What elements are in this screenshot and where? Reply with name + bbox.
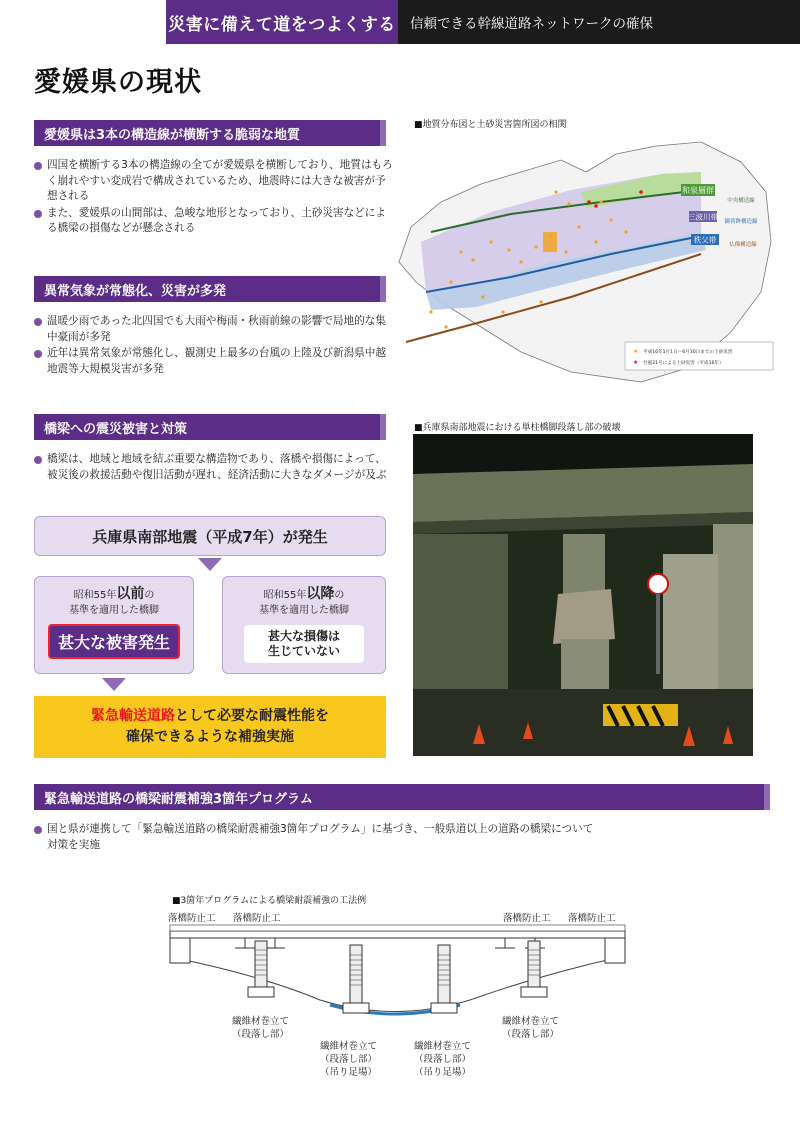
no-damage-line1: 甚大な損傷は (267, 629, 340, 643)
pre-era-key: 以前 (116, 586, 145, 602)
post-era-particle: の (334, 590, 345, 601)
pier-crushed-section (553, 589, 615, 644)
pre-era-standard: 基準を適用した橋脚 (69, 605, 159, 616)
top-label-3: 落橋防止工 (503, 913, 551, 924)
pre-era-particle: の (144, 590, 155, 601)
legend-item-2: 台風21号による土砂災害（平成16年） (643, 361, 724, 366)
bridge-deck (170, 931, 625, 938)
photo-caption: ■ 兵庫県南部地震における単柱橋脚段落し部の破壊 (414, 420, 621, 433)
earthquake-photo (413, 434, 753, 756)
diagram-caption: ■ 3箇年プログラムによる橋梁耐震補強の工法例 (172, 893, 366, 906)
severe-damage-badge: 甚大な被害発生 (48, 624, 180, 659)
road-sign (648, 574, 668, 594)
post-era-year: 昭和55年 (263, 590, 307, 601)
legend-item-1: 平成16年1月1日～6月30日までの土砂災害 (643, 350, 733, 355)
page-title: 愛媛県の現状 (34, 67, 202, 98)
pier-label-4: 繊維材巻立て （段落し部） (502, 1016, 560, 1040)
top-label-4: 落橋防止工 (568, 913, 616, 924)
bullet-item: 温暖少雨であった北四国でも大雨や梅雨・秋雨前線の影響で局地的な集中豪雨が多発 (34, 314, 394, 345)
bridge-diagram (160, 905, 630, 1090)
section-title-weather: 異常気象が常態化、災害が多発 (34, 276, 380, 302)
legend-star-red: ★ (633, 359, 639, 366)
map-label-median-line: 中央構造線 (727, 198, 755, 204)
bridge-bullets (34, 452, 394, 484)
map-label-izumi: 和泉層群 (682, 186, 714, 195)
pre-era-year: 昭和55年 (73, 590, 117, 601)
post-1980-box (222, 576, 386, 674)
pier-label-1: 繊維材巻立て （段落し部） (232, 1016, 290, 1040)
no-damage-badge (244, 625, 364, 663)
measure-line2: 確保できるような補強実施 (126, 729, 294, 745)
map-label-chichibu: 秩父帯 (693, 235, 717, 245)
flow-arrow-1 (198, 558, 222, 571)
pier-label-3: 繊維材巻立て （段落し部） （吊り足場） (414, 1041, 472, 1078)
top-label-1: 落橋防止工 (168, 913, 216, 924)
pier-top (563, 534, 605, 594)
measure-line1: として必要な耐震性能を (175, 708, 329, 724)
bullet-item: 近年は異常気象が常態化し、観測史上最多の台風の上陸及び新潟県中越地震等大規模災害が多発 (34, 346, 394, 377)
map-label-butsuzo-line: 仏像構造線 (729, 242, 757, 248)
section-title-geology: 愛媛県は3本の構造線が横断する脆弱な地質 (34, 120, 380, 146)
flow-arrow-2 (102, 678, 126, 691)
quake-event-box: 兵庫県南部地震（平成7年）が発生 (34, 516, 386, 556)
pier-label-2: 繊維材巻立て （段落し部） （吊り足場） (320, 1041, 378, 1078)
geology-bullets (34, 158, 394, 238)
emergency-road-term: 緊急輸送道路 (91, 708, 175, 724)
section-title-program: 緊急輸送道路の橋梁耐震補強3箇年プログラム (34, 784, 764, 810)
measure-box (34, 696, 386, 758)
no-damage-line2: 生じていない (267, 644, 340, 658)
piers (248, 941, 547, 1013)
map-label-mikabu-line: 御荷鉾構造線 (724, 219, 758, 225)
map-caption: ■ 地質分布図と土砂災害箇所図の相関 (414, 117, 567, 130)
pre-1980-box (34, 576, 194, 674)
bullet-item: 橋梁は、地域と地域を結ぶ重要な構造物であり、落橋や損傷によって、被災後の救援活動や復旧活動が遅れ、経済活動に大きなダメージが及ぶ (34, 452, 394, 483)
top-label-2: 落橋防止工 (233, 913, 281, 924)
section-title-bridge-damage: 橋梁への震災被害と対策 (34, 414, 380, 440)
disaster-cluster (543, 232, 557, 252)
post-era-standard: 基準を適用した橋脚 (259, 605, 349, 616)
viaduct-deck (413, 464, 753, 522)
map-label-sanbagawa: 三波川帯 (688, 212, 718, 222)
page-header (166, 0, 800, 44)
bullet-item: 国と県が連携して「緊急輸送道路の橋梁耐震補強3箇年プログラム」に基づき、一般県道以上の道路の橋梁について対策を実施 (34, 822, 594, 853)
header-theme: 災害に備えて道をつよくする (166, 0, 398, 44)
program-bullets (34, 822, 594, 854)
geology-map (371, 132, 776, 390)
bullet-item: 四国を横断する3本の構造線の全てが愛媛県を横断しており、地質はもろく崩れやすい変成岩で構成されているため、地震時には大きな被害が予想される (34, 158, 394, 205)
bullet-item: また、愛媛県の山間部は、急峻な地形となっており、土砂災害などによる橋梁の損傷などが懸念される (34, 206, 394, 237)
weather-bullets (34, 314, 394, 378)
legend-star-orange: ★ (633, 348, 639, 355)
post-era-key: 以降 (306, 586, 335, 602)
header-subtitle: 信頼できる幹線道路ネットワークの確保 (398, 0, 800, 44)
